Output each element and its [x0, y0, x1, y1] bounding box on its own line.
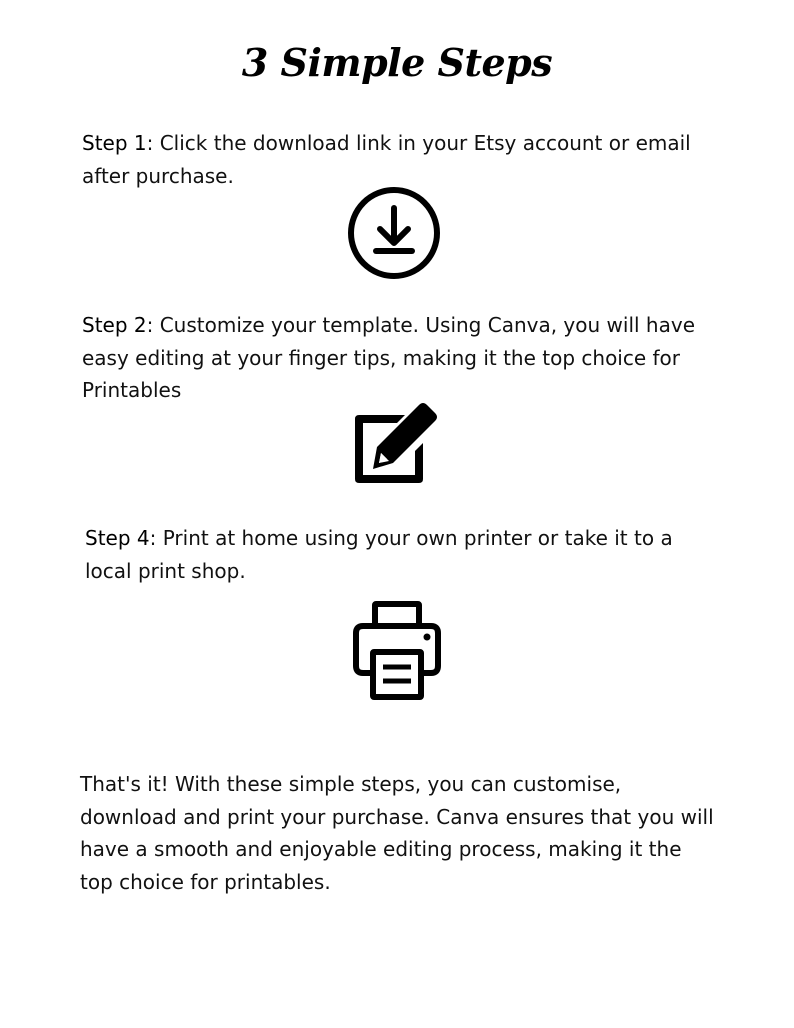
closing-paragraph: That's it! With these simple steps, you can customise, download and print your purchase. Canva ensures that you will have a smooth and enjoyable editing process, making it the top choice for printables. — [80, 772, 714, 894]
edit-icon — [353, 401, 441, 485]
step-2-paragraph — [82, 309, 722, 407]
printer-icon — [353, 601, 441, 701]
step-1-paragraph — [82, 127, 722, 192]
step-1-label: Step 1 — [82, 131, 147, 155]
step-4-label: Step 4 — [85, 526, 150, 550]
download-icon — [347, 186, 441, 280]
step-4-text: : Print at home using your own printer or take it to a local print shop. — [85, 526, 673, 583]
page-title: 3 Simple Steps — [241, 40, 553, 85]
step-1-text: : Click the download link in your Etsy account or email after purchase. — [82, 131, 691, 188]
step-2-label: Step 2 — [82, 313, 147, 337]
step-2-text: : Customize your template. Using Canva, you will have easy editing at your finger tips, making it the top choice for Printables — [82, 313, 695, 402]
step-4-paragraph — [85, 522, 725, 587]
